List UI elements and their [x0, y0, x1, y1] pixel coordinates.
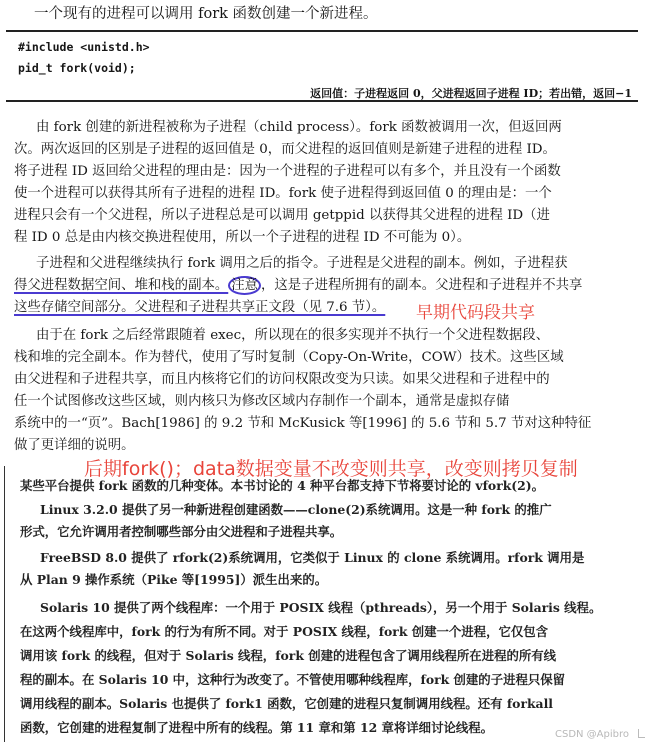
para1-line4: 使一个进程可以获得其所有子进程的进程 ID。fork 使子进程得到返回值 0 的理由是：一个 [14, 186, 552, 201]
para3-line3: 由父进程和子进程共享，而且内核将它们的访问权限改变为只读。如果父进程和子进程中的 [14, 372, 550, 387]
para3-line2: 栈和堆的完全副本。作为替代，使用了写时复制（Copy-On-Write，COW）技术。这些区域 [14, 350, 564, 365]
para2-line3-text: 这些存储空间部分。父进程和子进程共享正文段（见 7.6 节）。 [14, 300, 386, 315]
para4-line2: Linux 3.2.0 提供了另一种新进程创建函数——clone(2)系统调用。这是一种 fork 的推广 [40, 502, 552, 517]
para4-line5: 从 Plan 9 操作系统（Pike 等[1995]）派生出来的。 [20, 572, 328, 587]
para3-line6: 做了更详细的说明。 [14, 438, 135, 453]
para2-line2 [14, 276, 637, 296]
code-prototype: pid_t fork(void); [18, 61, 136, 75]
para2-line2-end: ，这是子进程所拥有的副本。父进程和子进程并不共享 [261, 278, 583, 293]
para4-line7: 在这两个线程库中，fork 的行为有所不同。对于 POSIX 线程，fork 创建一个进程，它仅包含 [20, 624, 549, 639]
intro-sentence: 一个现有的进程可以调用 fork 函数创建一个新进程。 [34, 6, 378, 22]
note-circled: 注意 [228, 276, 261, 295]
code-include: #include <unistd.h> [18, 40, 150, 54]
para4-line4: FreeBSD 8.0 提供了 rfork(2)系统调用，它类似于 Linux 的 clone 系统调用。rfork 调用是 [40, 550, 585, 565]
code-box [6, 30, 638, 102]
para1-line1: 由 fork 创建的新进程被称为子进程（child process）。fork 函数被调用一次，但返回两 [36, 120, 562, 135]
para4-line10: 调用线程的副本。Solaris 也提供了 fork1 函数，它创建的进程只复制调用线程。还有 forkall [20, 696, 554, 711]
return-value-note: 返回值：子进程返回 0，父进程返回子进程 ID；若出错，返回−1 [310, 87, 632, 100]
page-divider [4, 466, 5, 742]
para1-line5: 进程只会有一个父进程，所以子进程总是可以调用 getppid 以获得其父进程的进程 ID（进 [14, 208, 550, 223]
csdn-watermark: CSDN @Apibro [554, 729, 629, 740]
para4-line8: 调用该 fork 的线程，但对于 Solaris 线程，fork 创建的进程包含了调用线程所在进程的所有线 [20, 648, 557, 663]
para3-line5: 系统中的一“页”。Bach[1986] 的 9.2 节和 McKusick 等[1996] 的 5.6 节和 5.7 节对这种特征 [14, 416, 592, 431]
para1-line2: 次。两次返回的区别是子进程的返回值是 0，而父进程的返回值则是新建子进程的进程 ID。 [14, 142, 556, 157]
para2-line2-start: 得父进程数据空间、堆和栈的副本。 [14, 278, 229, 293]
para4-line3: 形式，它允许调用者控制哪些部分由父进程和子进程共享。 [20, 524, 343, 539]
para1-line3: 将子进程 ID 返回给父进程的理由是：因为一个进程的子进程可以有多个，并且没有一个函数 [14, 164, 561, 179]
para4-line9: 程的副本。在 Solaris 10 中，这种行为改变了。不管使用哪种线程库，fork 创建的子进程只保留 [20, 672, 566, 687]
para1-line6: 程 ID 0 总是由内核交换进程使用，所以一个子进程的进程 ID 不可能为 0）。 [14, 230, 471, 245]
para3-line1: 由于在 fork 之后经常跟随着 exec，所以现在的很多实现并不执行一个父进程数据段、 [36, 328, 550, 343]
annotation-early-text-segment: 早期代码段共享 [416, 303, 535, 323]
para4-line1: 某些平台提供 fork 函数的几种变体。本书讨论的 4 种平台都支持下节将要讨论的 vfork(2)。 [20, 478, 545, 493]
para2-line3 [14, 298, 637, 318]
para2-line1: 子进程和父进程继续执行 fork 调用之后的指令。子进程是父进程的副本。例如，子进程获 [36, 256, 568, 271]
para4-line6: Solaris 10 提供了两个线程库：一个用于 POSIX 线程（pthreads），另一个用于 Solaris 线程。 [40, 600, 602, 615]
para3-line4: 任一个试图修改这些区域，则内核只为修改区域内存制作一个副本，通常是虚拟存储 [14, 394, 510, 409]
annotation-cow: 后期fork()；data数据变量不改变则共享，改变则拷贝复制 [84, 458, 578, 480]
para4-line11: 函数，它创建的进程复制了进程中所有的线程。第 11 章和第 12 章将详细讨论线程。 [20, 720, 494, 735]
cursor-icon [638, 729, 645, 738]
